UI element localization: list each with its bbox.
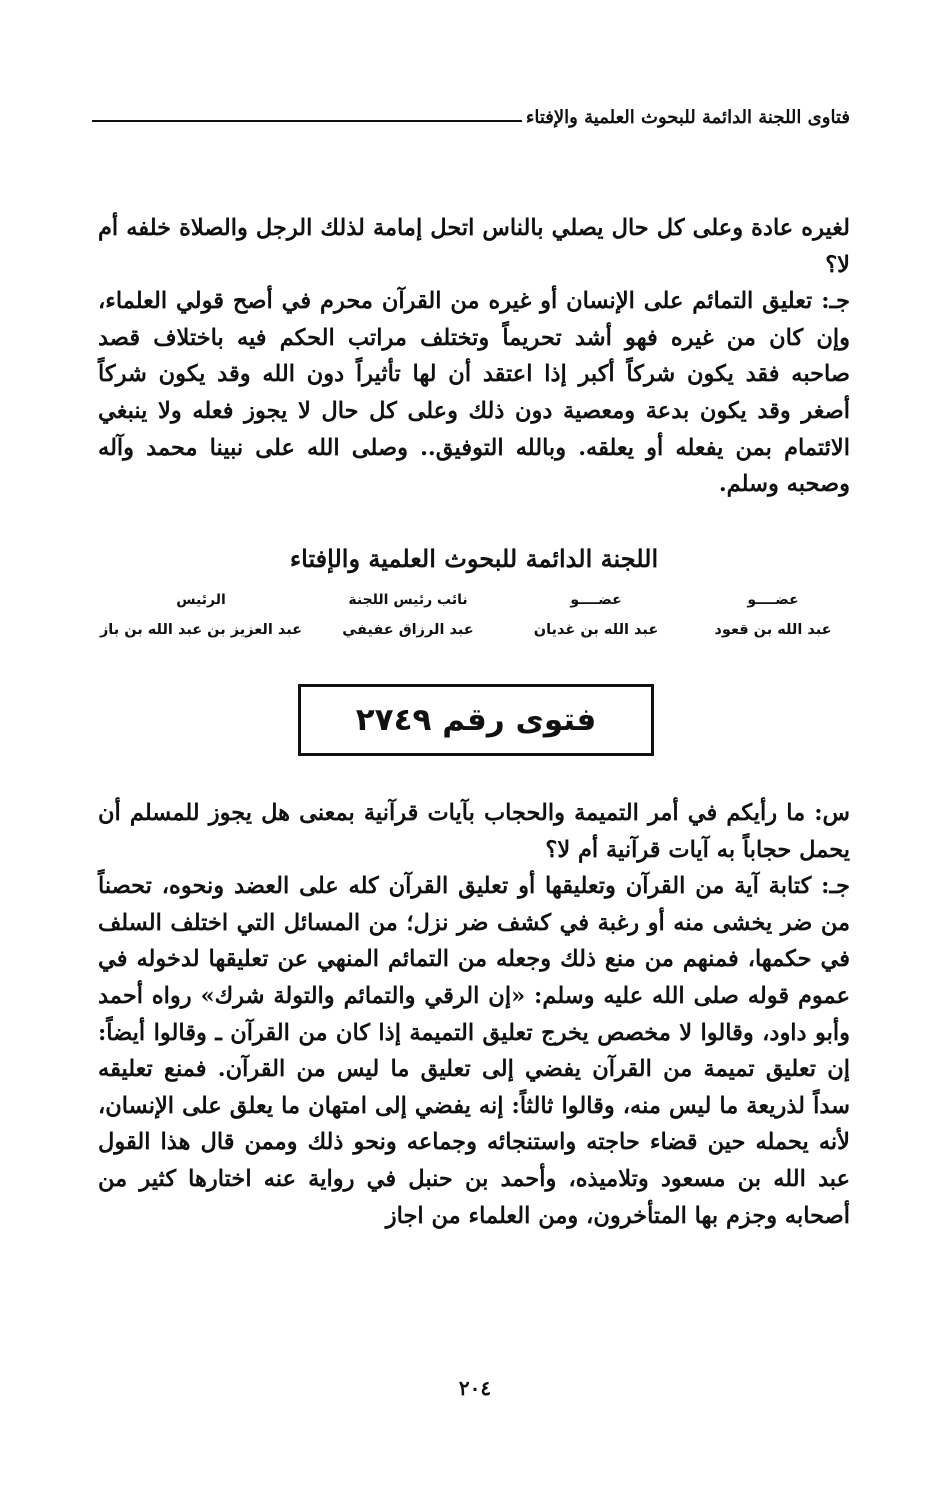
- running-header: [92, 98, 850, 128]
- signatories-roles: [96, 592, 848, 608]
- previous-fatwa-text: [98, 210, 850, 503]
- header-rule: [92, 120, 522, 122]
- fatwa-number-box: [298, 684, 654, 756]
- fatwa-heading: فتوى رقم ٢٧٤٩: [355, 702, 597, 738]
- member-role: عضــــو: [747, 592, 799, 608]
- signatories-names: [96, 622, 848, 638]
- fatwa-text: [98, 795, 850, 1234]
- question-paragraph: س: ما رأيكم في أمر التميمة والحجاب بآيات قرآنية بمعنى هل يجوز للمسلم أن يحمل حجاباً به آيات قرآنية أم لا؟: [98, 800, 850, 863]
- member-name: عبد الله بن غديان: [533, 622, 659, 638]
- page-number: ٢٠٤: [458, 1376, 492, 1400]
- answer-paragraph: جـ: كتابة آية من القرآن وتعليقها أو تعليق القرآن كله على العضد ونحوه، تحصناً من ضر يخشى منه أو رغبة في كشف ضر نزل؛ من المسائل التي اختلف السلف في حكمها، فمنهم من منع ذلك وجعله من التمائم المنهي عن تعليقها لدخوله في عموم قوله صلى الله عليه وسلم: «إن الرقي والتمائم والتولة شرك» رواه أحمد وأبو داود، وقالوا لا مخصص يخرج تعليق التميمة إذا كان من القرآن ـ وقالوا أيضاً: إن تعليق تميمة من القرآن يفضي إلى تعليق ما ليس من القرآن. فمنع تعليقه سداً لذريعة ما ليس منه، وقالوا ثالثاً: إنه يفضي إلى امتهان ما يعلق على الإنسان، لأنه يحمله حين قضاء حاجته واستنجائه وجماعه ونحو ذلك وممن قال هذا القول عبد الله بن مسعود وتلاميذه، وأحمد بن حنبل في رواية عنه اختارها كثير من أصحابه وجزم بها المتأخرون، ومن العلماء من اجاز: [98, 873, 850, 1229]
- answer-paragraph: جـ: تعليق التمائم على الإنسان أو غيره من القرآن محرم في أصح قولي العلماء، وإن كان من غيره فهو أشد تحريماً وتختلف مراتب الحكم فيه باختلاف قصد صاحبه فقد يكون شركاً أكبر إذا اعتقد أن لها تأثيراً دون الله وقد يكون شركاً أصغر وقد يكون بدعة ومعصية دون ذلك وعلى كل حال لا يجوز فعله ولا ينبغي الائتمام بمن يفعله أو يعلقه. وبالله التوفيق.. وصلى الله على نبينا محمد وآله وصحبه وسلم.: [98, 288, 850, 498]
- committee-title: اللجنة الدائمة للبحوث العلمية والإفتاء: [289, 544, 659, 573]
- member-name: عبد الله بن قعود: [714, 622, 832, 638]
- member-role: عضــــو: [570, 592, 622, 608]
- vice-chair-role: نائب رئيس اللجنة: [348, 592, 468, 608]
- vice-chair-name: عبد الرزاق عفيفي: [342, 622, 474, 638]
- question-continuation: لغيره عادة وعلى كل حال يصلي بالناس اتحل إمامة لذلك الرجل والصلاة خلفه أم لا؟: [98, 215, 850, 278]
- header-title: فتاوى اللجنة الدائمة للبحوث العلمية والإفتاء: [525, 107, 850, 128]
- chair-name: عبد العزيز بن عبد الله بن باز: [99, 622, 303, 638]
- chair-role: الرئيس: [176, 592, 226, 608]
